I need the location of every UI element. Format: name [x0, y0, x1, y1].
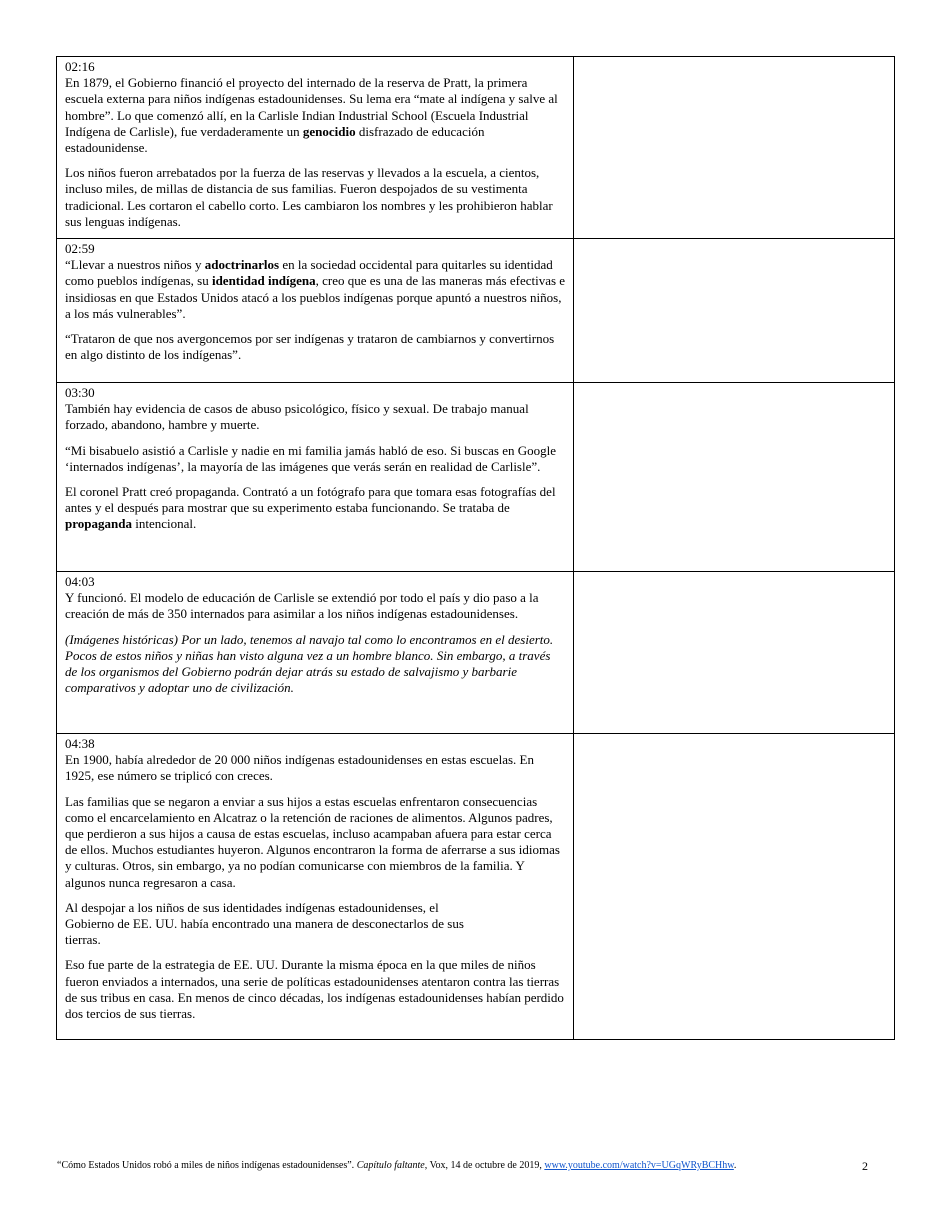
transcript-paragraph	[65, 957, 566, 1022]
citation-details: , Vox, 14 de octubre de 2019,	[424, 1160, 545, 1171]
notes-cell	[573, 572, 894, 734]
emphasis-term: propaganda	[65, 516, 132, 532]
notes-cell	[573, 57, 894, 239]
transcript-text-cell	[57, 239, 574, 383]
timestamp: 04:03	[65, 574, 95, 589]
transcript-paragraph	[65, 590, 566, 622]
transcript-row	[57, 383, 895, 572]
transcript-paragraph	[65, 165, 566, 230]
text-run: Gobierno de EE. UU. había encontrado una manera de desconectarlos de sus	[65, 916, 464, 932]
text-run: El coronel Pratt creó propaganda. Contrató a un fotógrafo para que tomara esas fotografías del antes y el después para mostrar que su experimento estaba funcionando. Se trataba de	[65, 484, 556, 516]
text-run: Al despojar a los niños de sus identidades indígenas estadounidenses, el	[65, 899, 439, 915]
text-run: Y funcionó. El modelo de educación de Carlisle se extendió por todo el país y dio paso a la creación de más de 350 internados para asimilar a los niños indígenas estadounidenses.	[65, 590, 539, 622]
transcript-paragraph	[65, 632, 566, 697]
transcript-paragraph	[65, 75, 566, 156]
emphasis-term: genocidio	[302, 123, 356, 139]
notes-cell	[573, 734, 894, 1040]
page-number: 2	[862, 1159, 868, 1173]
transcript-row	[57, 57, 895, 239]
text-run: (Imágenes históricas) Por un lado, tenemos al navajo tal como lo encontramos en el desierto. Pocos de estos niños y niñas han visto alguna vez a un hombre blanco. Sin embargo, a través de los organismos del Gobierno podrán dejar atrás su estado de salvajismo y barbarie comparativos y adoptar uno de civilización.	[65, 631, 554, 696]
transcript-rows	[57, 57, 895, 1040]
transcript-row	[57, 239, 895, 383]
text-run: Los niños fueron arrebatados por la fuerza de las reservas y llevados a la escuela, a cientos, incluso miles, de millas de distancia de sus familias. Fueron despojados de su vestimenta tradicional. Les cortaron el cabello corto. Les cambiaron los nombres y les prohibieron hablar sus lenguas indígenas.	[65, 165, 553, 229]
timestamp: 02:59	[65, 241, 95, 256]
transcript-row	[57, 572, 895, 734]
text-run: en la sociedad occidental para quitarles su identidad como pueblos indígenas, su	[65, 257, 553, 289]
text-run: También hay evidencia de casos de abuso psicológico, físico y sexual. De trabajo manual forzado, abandono, hambre y muerte.	[65, 401, 529, 433]
timestamp: 02:16	[65, 59, 95, 74]
transcript-paragraph	[65, 794, 566, 891]
text-run: Eso fue parte de la estrategia de EE. UU. Durante la misma época en la que miles de niños fueron enviados a internados, una serie de políticas estadounidenses atentaron contra las tierras de sus tribus en casa. En menos de cinco décadas, los indígenas estadounidenses habían perdido dos tercios de sus tierras.	[65, 957, 564, 1022]
transcript-text-cell	[57, 383, 574, 572]
citation-source: Capítulo faltante	[356, 1160, 425, 1171]
text-run: , creo que es una de las maneras más efectivas e insidiosas en que Estados Unidos atacó a los pueblos indígenas porque apuntó a nuestros niños, a los más vulnerables”.	[65, 273, 566, 321]
citation-title: “Cómo Estados Unidos robó a miles de niños indígenas estadounidenses”.	[57, 1160, 357, 1171]
timestamp: 03:30	[65, 385, 95, 400]
transcript-paragraph	[65, 401, 566, 433]
emphasis-term: adoctrinarlos	[204, 257, 280, 273]
transcript-paragraph	[65, 257, 566, 322]
text-run: tierras.	[65, 932, 101, 948]
timestamp: 04:38	[65, 736, 95, 751]
transcript-paragraph	[65, 443, 566, 475]
citation-link[interactable]: www.youtube.com/watch?v=UGqWRyBCHhw	[544, 1160, 734, 1171]
notes-cell	[573, 383, 894, 572]
text-run: disfrazado de educación estadounidense.	[65, 123, 485, 156]
text-run: “Mi bisabuelo asistió a Carlisle y nadie en mi familia jamás habló de eso. Si buscas en Google ‘internados indígenas’, la mayoría de las imágenes que verás serán en realidad de Carlisle”.	[65, 442, 556, 474]
notes-cell	[573, 239, 894, 383]
transcript-table	[56, 56, 895, 1040]
text-run: En 1900, había alrededor de 20 000 niños indígenas estadounidenses en estas escuelas. En 1925, ese número se triplicó con creces.	[65, 752, 534, 784]
transcript-paragraph	[65, 752, 566, 784]
transcript-text-cell	[57, 572, 574, 734]
transcript-text-cell	[57, 734, 574, 1040]
transcript-paragraph	[65, 484, 566, 533]
transcript-row	[57, 734, 895, 1040]
text-run: Las familias que se negaron a enviar a sus hijos a estas escuelas enfrentaron consecuencias como el encarcelamiento en Alcatraz o la retención de raciones de alimentos. Algunos padres, que perdieron a sus hijos a causa de estas escuelas, incluso acampaban afuera para estar cerca de ellos. Muchos estudiantes huyeron. Algunos encontraron la forma de aferrarse a sus idiomas y culturas. Otros, sin embargo, ya no podían comunicarse con miembros de la familia. Y algunos nunca regresaron a casa.	[65, 793, 560, 890]
transcript-paragraph	[65, 331, 566, 363]
footer-citation	[57, 1159, 817, 1172]
citation-end: .	[733, 1160, 737, 1171]
text-run: intencional.	[131, 516, 197, 532]
text-run: “Trataron de que nos avergoncemos por ser indígenas y trataron de cambiarnos y convertirnos en algo distinto de los indígenas”.	[65, 331, 555, 363]
text-run: “Llevar a nuestros niños y	[65, 257, 205, 273]
transcript-text-cell	[57, 57, 574, 239]
emphasis-term: identidad indígena	[211, 273, 316, 289]
text-run: En 1879, el Gobierno financió el proyecto del internado de la reserva de Pratt, la primera escuela externa para niños indígenas estadounidenses. Su lema era “mate al indígena y salve al hombre”. Lo que comenzó allí, en la Carlisle Indian Industrial School (Escuela Industrial Indígena de Carlisle), fue verdaderamente un	[65, 75, 558, 139]
transcript-paragraph	[65, 900, 566, 949]
